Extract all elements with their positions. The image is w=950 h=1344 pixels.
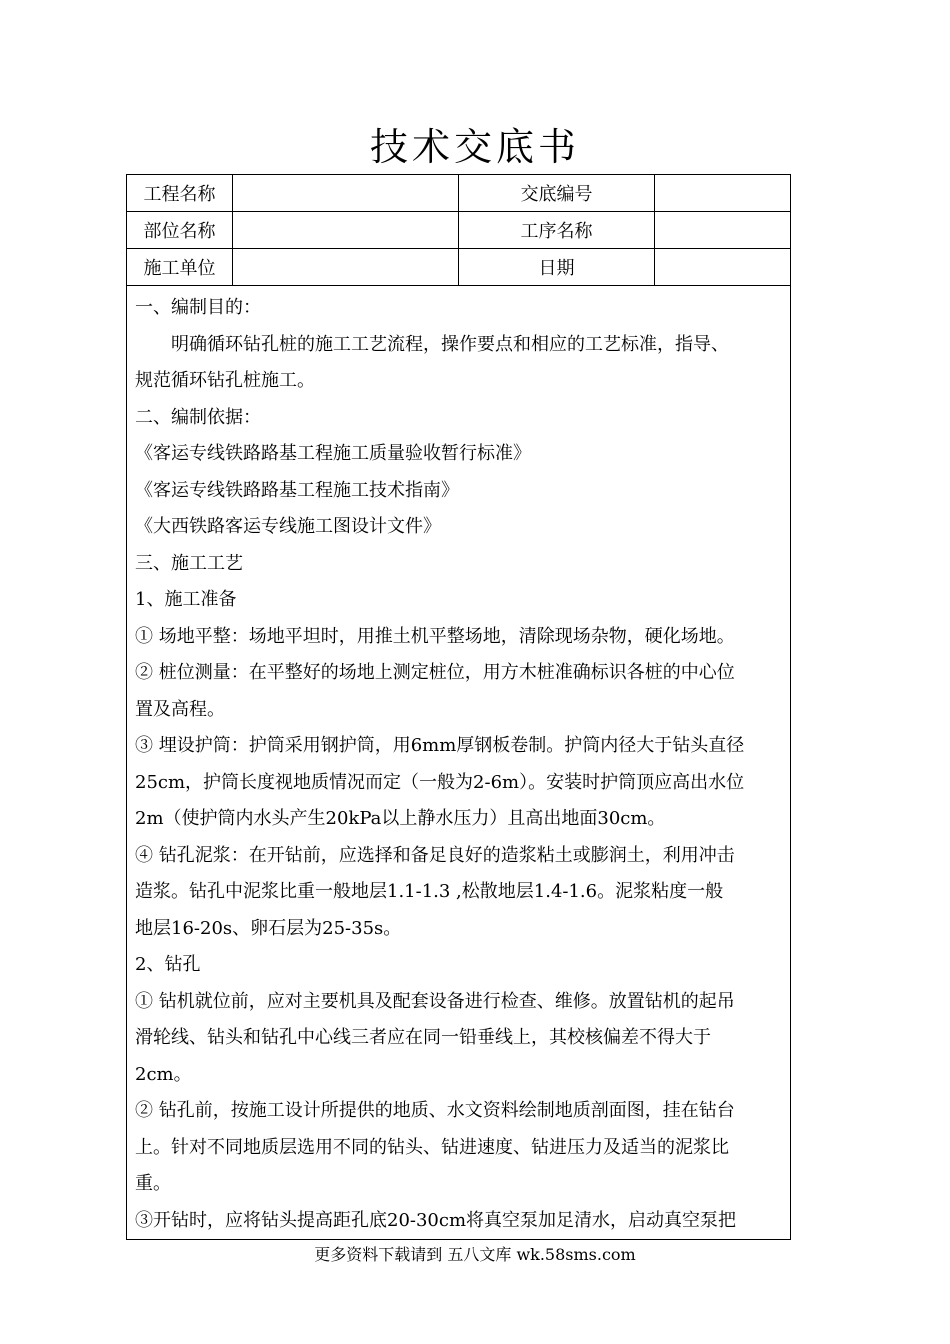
content-row — [127, 286, 791, 1240]
paragraph-line: 明确循环钻孔桩的施工工艺流程，操作要点和相应的工艺标准，指导、 — [171, 333, 729, 355]
subsection-heading: 1、施工准备 — [135, 589, 237, 610]
date-label: 日期 — [459, 249, 655, 286]
section-heading: 一、编制目的： — [135, 297, 261, 318]
paragraph-line: 2m（使护筒内水头产生20kPa以上静水压力）且高出地面30cm。 — [135, 808, 666, 829]
paragraph-line: 滑轮线、钻头和钻孔中心线三者应在同一铅垂线上，其校核偏差不得大于 — [135, 1027, 711, 1048]
paragraph-line: 地层16-20s、卵石层为25-35s。 — [135, 917, 402, 939]
paragraph-line: ④ 钻孔泥浆：在开钻前，应选择和备足良好的造浆粘土或膨润土，利用冲击 — [135, 844, 735, 866]
section-heading: 二、编制依据： — [135, 406, 261, 428]
paragraph-line: ② 钻孔前，按施工设计所提供的地质、水文资料绘制地质剖面图，挂在钻台 — [135, 1100, 735, 1121]
reference-item: 《客运专线铁路路基工程施工技术指南》 — [135, 479, 459, 501]
header-row-unit — [127, 249, 791, 286]
construction-unit-value — [233, 249, 459, 286]
paragraph-line: 造浆。钻孔中泥浆比重一般地层1.1-1.3 ,松散地层1.4-1.6。泥浆粘度一般 — [135, 881, 724, 902]
paragraph-line: 25cm，护筒长度视地质情况而定（一般为2-6m）。安装时护筒顶应高出水位 — [135, 771, 745, 793]
disclosure-no-label: 交底编号 — [459, 175, 655, 212]
paragraph-line: 2cm。 — [135, 1063, 192, 1085]
disclosure-no-value — [655, 175, 791, 212]
paragraph-line: ① 场地平整：场地平坦时，用推土机平整场地，清除现场杂物，硬化场地。 — [135, 625, 735, 647]
paragraph-line: ② 桩位测量：在平整好的场地上测定桩位，用方木桩准确标识各桩的中心位 — [135, 662, 735, 683]
paragraph-line: 置及高程。 — [135, 698, 225, 720]
construction-unit-label: 施工单位 — [127, 249, 233, 286]
project-name-label: 工程名称 — [127, 175, 233, 212]
part-name-value — [233, 212, 459, 249]
disclosure-table — [126, 174, 791, 1240]
project-name-value — [233, 175, 459, 212]
paragraph-line: ③ 埋设护筒：护筒采用钢护筒，用6mm厚钢板卷制。护筒内径大于钻头直径 — [135, 735, 745, 756]
content-cell — [127, 286, 791, 1240]
subsection-heading: 2、钻孔 — [135, 954, 201, 975]
document-title: 技术交底书 — [369, 125, 580, 169]
process-name-value — [655, 212, 791, 249]
process-name-label: 工序名称 — [459, 212, 655, 249]
date-value — [655, 249, 791, 286]
reference-item: 《客运专线铁路路基工程施工质量验收暂行标准》 — [135, 443, 531, 464]
paragraph-line: 规范循环钻孔桩施工。 — [135, 370, 315, 391]
header-row-part — [127, 212, 791, 249]
part-name-label: 部位名称 — [127, 212, 233, 249]
section-heading: 三、施工工艺 — [135, 552, 243, 574]
header-row-project — [127, 175, 791, 212]
paragraph-line: 上。针对不同地质层选用不同的钻头、钻进速度、钻进压力及适当的泥浆比 — [135, 1136, 729, 1158]
footer-note: 更多资料下载请到 五八文库 wk.58sms.com — [314, 1245, 636, 1264]
content-body — [127, 286, 790, 1239]
paragraph-line: 重。 — [135, 1173, 171, 1194]
reference-item: 《大西铁路客运专线施工图设计文件》 — [135, 516, 441, 537]
paragraph-line: ③开钻时，应将钻头提高距孔底20-30cm将真空泵加足清水，启动真空泵把 — [135, 1209, 737, 1231]
paragraph-line: ① 钻机就位前，应对主要机具及配套设备进行检查、维修。放置钻机的起吊 — [135, 990, 735, 1012]
